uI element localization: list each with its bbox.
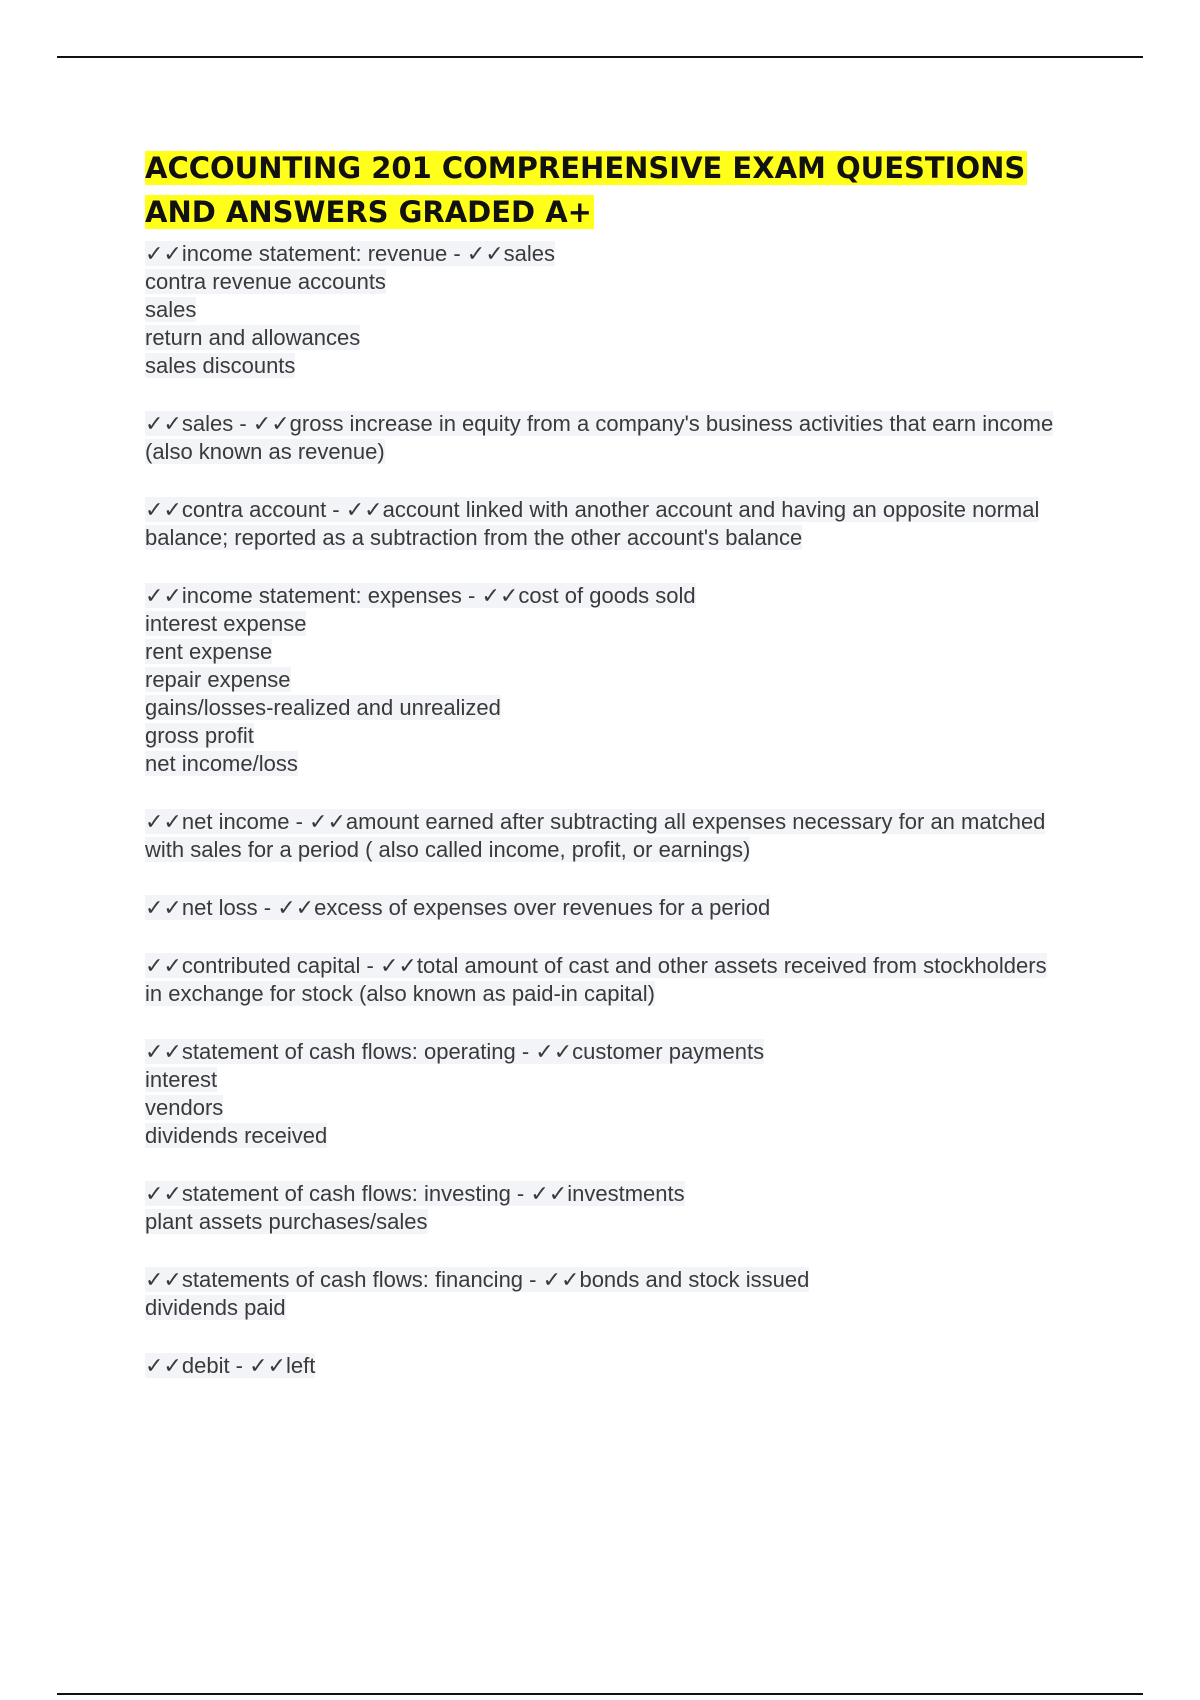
- qa-line-text: ✓✓statements of cash flows: financing - ✓✓bonds and stock issued: [145, 1267, 810, 1292]
- qa-line-text: repair expense: [145, 667, 291, 692]
- qa-line-text: gains/losses-realized and unrealized: [145, 695, 501, 720]
- qa-entry: [145, 952, 1065, 1008]
- qa-answer-line: [145, 1066, 1065, 1094]
- qa-line-text: ✓✓debit - ✓✓left: [145, 1353, 316, 1378]
- qa-entry: [145, 582, 1065, 778]
- qa-question-line: [145, 952, 1065, 1008]
- qa-question-line: [145, 582, 1065, 610]
- qa-line-text: interest: [145, 1067, 218, 1092]
- qa-line-text: vendors: [145, 1095, 224, 1120]
- qa-answer-line: [145, 750, 1065, 778]
- qa-entry: [145, 1180, 1065, 1236]
- qa-entry: [145, 240, 1065, 380]
- qa-line-text: ✓✓sales - ✓✓gross increase in equity from a company's business activities that earn income (also known as revenue): [145, 411, 1054, 464]
- qa-list: [145, 240, 1065, 1380]
- qa-entry: [145, 1038, 1065, 1150]
- qa-question-line: [145, 1352, 1065, 1380]
- qa-answer-line: [145, 1294, 1065, 1322]
- qa-line-text: ✓✓income statement: revenue - ✓✓sales: [145, 241, 556, 266]
- qa-line-text: dividends paid: [145, 1295, 286, 1320]
- qa-answer-line: [145, 324, 1065, 352]
- qa-line-text: interest expense: [145, 611, 307, 636]
- qa-line-text: ✓✓statement of cash flows: operating - ✓✓customer payments: [145, 1039, 765, 1064]
- qa-entry: [145, 1266, 1065, 1322]
- qa-entry: [145, 1352, 1065, 1380]
- qa-line-text: plant assets purchases/sales: [145, 1209, 428, 1234]
- qa-answer-line: [145, 1122, 1065, 1150]
- qa-line-text: dividends received: [145, 1123, 328, 1148]
- qa-entry: [145, 496, 1065, 552]
- qa-line-text: sales discounts: [145, 353, 296, 378]
- qa-line-text: ✓✓net income - ✓✓amount earned after subtracting all expenses necessary for an matched with sales for a period ( also called income, profit, or earnings): [145, 809, 1046, 862]
- document-title: [145, 146, 1065, 234]
- qa-line-text: ✓✓contributed capital - ✓✓total amount of cast and other assets received from stockholders in exchange for stock (also known as paid-in capital): [145, 953, 1047, 1006]
- qa-line-text: contra revenue accounts: [145, 269, 386, 294]
- qa-answer-line: [145, 296, 1065, 324]
- qa-answer-line: [145, 722, 1065, 750]
- qa-question-line: [145, 1038, 1065, 1066]
- qa-entry: [145, 808, 1065, 864]
- qa-line-text: sales: [145, 297, 197, 322]
- qa-answer-line: [145, 666, 1065, 694]
- qa-entry: [145, 894, 1065, 922]
- qa-answer-line: [145, 1094, 1065, 1122]
- bottom-rule: [57, 1693, 1143, 1695]
- qa-answer-line: [145, 610, 1065, 638]
- qa-question-line: [145, 496, 1065, 552]
- qa-entry: [145, 410, 1065, 466]
- qa-question-line: [145, 1180, 1065, 1208]
- qa-line-text: ✓✓statement of cash flows: investing - ✓✓investments: [145, 1181, 685, 1206]
- document-title-text: ACCOUNTING 201 COMPREHENSIVE EXAM QUESTIONS AND ANSWERS GRADED A+: [145, 151, 1026, 229]
- qa-line-text: gross profit: [145, 723, 254, 748]
- top-rule: [57, 56, 1143, 58]
- qa-question-line: [145, 1266, 1065, 1294]
- qa-line-text: return and allowances: [145, 325, 361, 350]
- qa-question-line: [145, 894, 1065, 922]
- qa-line-text: net income/loss: [145, 751, 298, 776]
- qa-answer-line: [145, 638, 1065, 666]
- qa-question-line: [145, 240, 1065, 268]
- qa-line-text: ✓✓income statement: expenses - ✓✓cost of goods sold: [145, 583, 696, 608]
- qa-answer-line: [145, 352, 1065, 380]
- qa-line-text: ✓✓contra account - ✓✓account linked with another account and having an opposite normal balance; reported as a subtraction from the other account's balance: [145, 497, 1040, 550]
- qa-line-text: rent expense: [145, 639, 273, 664]
- qa-answer-line: [145, 268, 1065, 296]
- document-body: [145, 146, 1065, 1410]
- qa-line-text: ✓✓net loss - ✓✓excess of expenses over revenues for a period: [145, 895, 771, 920]
- qa-question-line: [145, 808, 1065, 864]
- qa-answer-line: [145, 694, 1065, 722]
- qa-question-line: [145, 410, 1065, 466]
- qa-answer-line: [145, 1208, 1065, 1236]
